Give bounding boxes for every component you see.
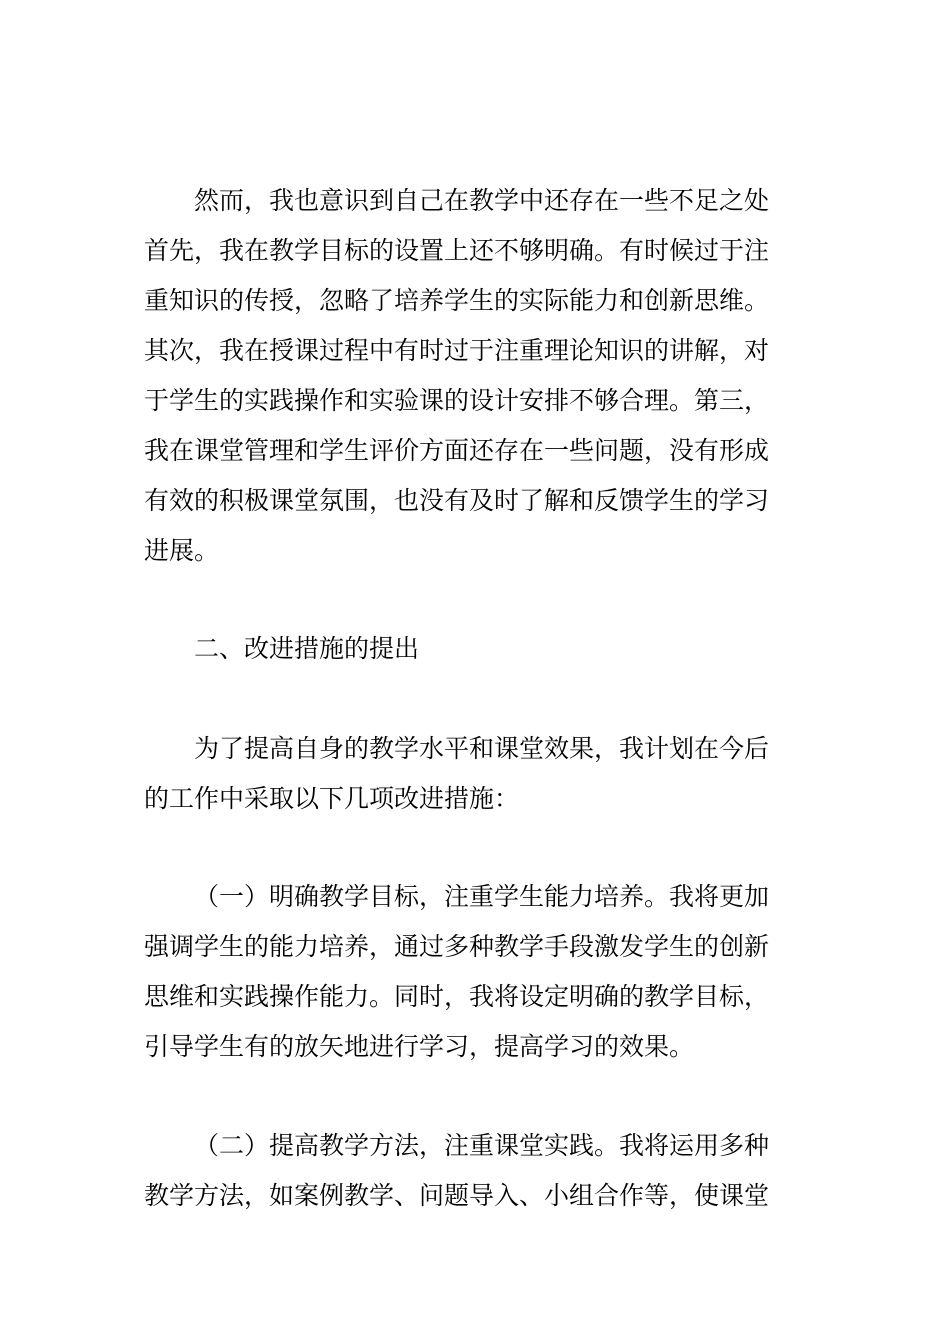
- paragraph-3-line-3: 思维和实践操作能力。同时，我将设定明确的教学目标，: [144, 982, 770, 1011]
- paragraph-4-line-2: 教学方法，如案例教学、问题导入、小组合作等，使课堂: [144, 1181, 770, 1210]
- paragraph-3-line-4: 引导学生有的放矢地进行学习，提高学习的效果。: [144, 1032, 695, 1061]
- section-heading: 二、改进措施的提出: [194, 634, 420, 663]
- paragraph-4-line-1: （二）提高教学方法，注重课堂实践。我将运用多种: [194, 1131, 770, 1160]
- paragraph-1-line-1: 然而，我也意识到自己在教学中还存在一些不足之处: [194, 186, 770, 215]
- paragraph-1-line-2: 首先，我在教学目标的设置上还不够明确。有时候过于注: [144, 236, 770, 265]
- paragraph-2-line-1: 为了提高自身的教学水平和课堂效果，我计划在今后: [194, 734, 770, 763]
- paragraph-1-line-7: 有效的积极课堂氛围，也没有及时了解和反馈学生的学习: [144, 486, 770, 515]
- paragraph-3-line-2: 强调学生的能力培养，通过多种教学手段激发学生的创新: [144, 932, 770, 961]
- paragraph-1-line-3: 重知识的传授，忽略了培养学生的实际能力和创新思维。: [144, 286, 770, 315]
- paragraph-1-line-6: 我在课堂管理和学生评价方面还存在一些问题，没有形成: [144, 436, 770, 465]
- paragraph-1-line-5: 于学生的实践操作和实验课的设计安排不够合理。第三，: [144, 386, 770, 415]
- paragraph-3-line-1: （一）明确教学目标，注重学生能力培养。我将更加: [194, 882, 770, 911]
- paragraph-1-line-4: 其次，我在授课过程中有时过于注重理论知识的讲解，对: [144, 336, 770, 365]
- paragraph-1-line-8: 进展。: [144, 536, 220, 565]
- paragraph-2-line-2: 的工作中采取以下几项改进措施：: [144, 784, 520, 813]
